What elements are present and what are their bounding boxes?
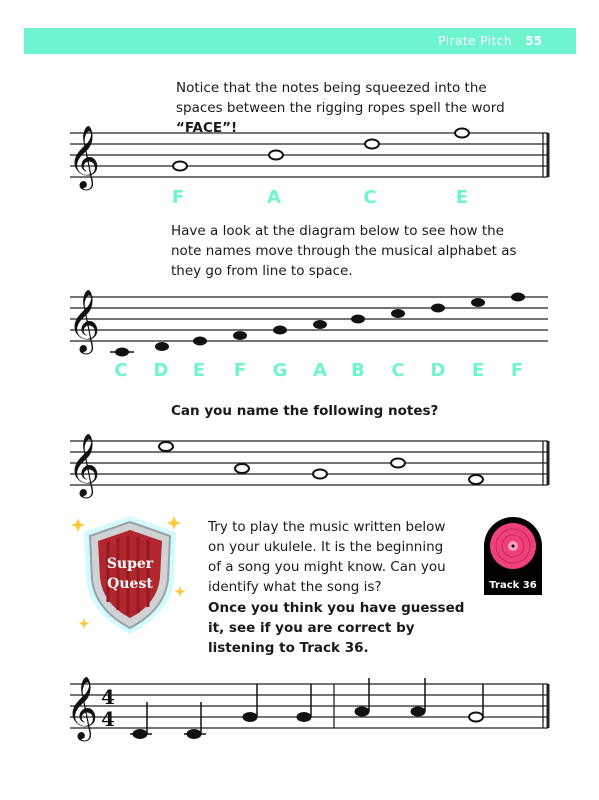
note-b — [351, 315, 365, 324]
quiz-note-5 — [469, 475, 483, 484]
time-signature-bottom: 4 — [101, 707, 115, 731]
song-note — [297, 713, 311, 722]
notes — [173, 129, 469, 171]
note-c2 — [391, 309, 405, 318]
note-d — [155, 342, 169, 351]
note-e — [455, 129, 469, 138]
vinyl-record-icon — [490, 523, 536, 569]
staff-face — [0, 118, 599, 198]
page-header-bar — [24, 28, 576, 54]
staff-song — [0, 672, 599, 762]
note-f — [233, 331, 247, 340]
badge-line1: Super — [106, 556, 154, 572]
note-f — [173, 162, 187, 171]
face-text: Notice that the notes being squeezed into the spaces between the rigging ropes spell the word — [176, 80, 505, 116]
staff-alphabet — [0, 282, 599, 362]
song-note — [355, 707, 369, 716]
time-signature-top: 4 — [101, 685, 115, 709]
super-quest-text: Try to play the music written below on your ukulele. It is the beginning of a song you might know. Can you identify what the song is? — [208, 519, 446, 595]
face-letter: F — [171, 187, 185, 208]
badge-line2: Quest — [107, 576, 153, 592]
quiz-note-1 — [159, 442, 173, 451]
face-letter: A — [267, 187, 281, 208]
treble-clef-icon: 𝄞 — [66, 676, 98, 739]
note-g — [273, 326, 287, 335]
song-note — [133, 730, 147, 739]
treble-clef-icon: 𝄞 — [68, 125, 100, 188]
note-a — [269, 151, 283, 160]
face-letter: C — [363, 187, 377, 208]
note-c — [115, 348, 129, 357]
alphabet-letter: F — [233, 360, 247, 381]
alphabet-letter: E — [192, 360, 206, 381]
song-half-note — [469, 713, 483, 722]
quiz-note-4 — [391, 459, 405, 468]
staff-quiz — [0, 426, 599, 506]
face-letter: E — [455, 187, 469, 208]
song-note — [243, 713, 257, 722]
alphabet-letter: C — [114, 360, 128, 381]
alphabet-paragraph: Have a look at the diagram below to see how the note names move through the musical alphabet as they go from line to space. — [171, 223, 517, 279]
note-c — [365, 140, 379, 149]
staff-lines — [70, 133, 548, 177]
track-36-badge — [480, 513, 546, 597]
alphabet-letter: F — [510, 360, 524, 381]
alphabet-letter: D — [430, 360, 446, 381]
face-word: “FACE” — [176, 120, 231, 136]
note-d2 — [431, 304, 445, 313]
note-a — [313, 320, 327, 329]
alphabet-letter: C — [391, 360, 405, 381]
face-exclaim: ! — [231, 120, 238, 136]
chapter-title: Pirate Pitch — [438, 34, 512, 48]
super-quest-badge — [70, 510, 190, 640]
note-f2 — [511, 293, 525, 302]
alphabet-letter: G — [272, 360, 288, 381]
super-quest-instruction: Once you think you have guessed it, see if you are correct by listening to Track 36. — [208, 600, 465, 656]
quiz-note-3 — [313, 470, 327, 479]
note-e2 — [471, 298, 485, 307]
song-note — [187, 730, 201, 739]
quiz-question: Can you name the following notes? — [171, 403, 439, 419]
alphabet-letter: A — [313, 360, 327, 381]
treble-clef-icon: 𝄞 — [68, 433, 100, 496]
alphabet-letter: D — [153, 360, 169, 381]
song-note — [411, 707, 425, 716]
treble-clef-icon: 𝄞 — [68, 289, 100, 352]
track-label: Track 36 — [489, 580, 537, 591]
song-notes — [133, 678, 425, 739]
quiz-note-2 — [235, 464, 249, 473]
alphabet-letter: B — [351, 360, 365, 381]
note-e — [193, 337, 207, 346]
alphabet-letter: E — [471, 360, 485, 381]
page-number: 55 — [525, 34, 542, 48]
